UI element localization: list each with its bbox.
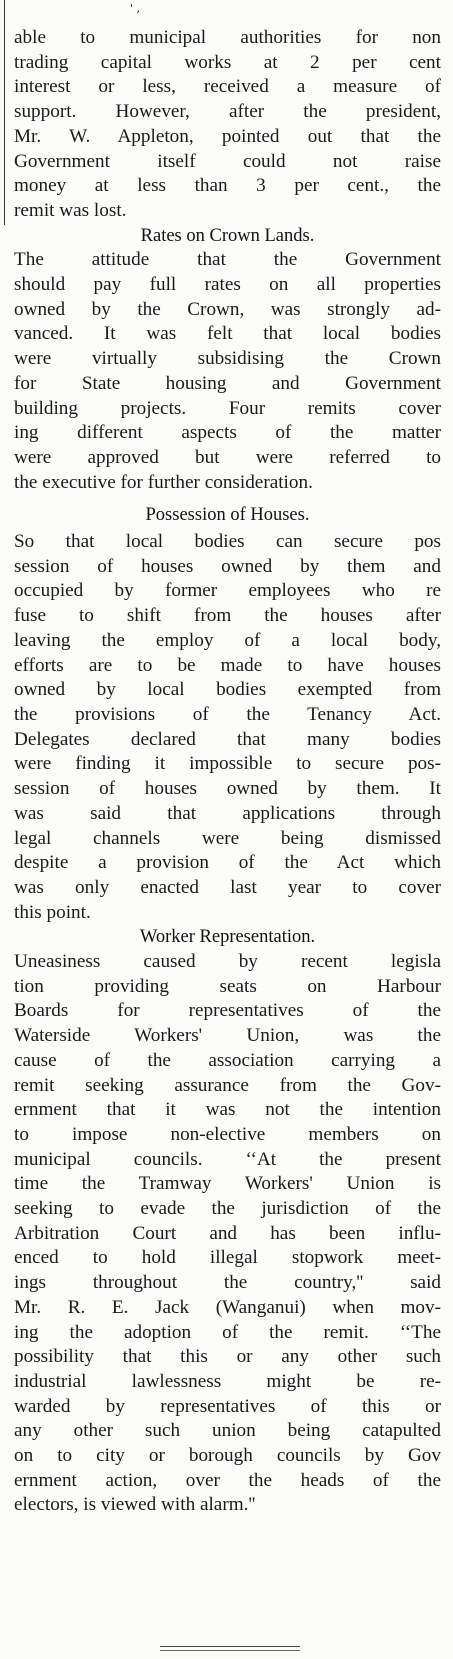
text-line: the executive for further consideration.: [14, 471, 313, 493]
text-line: remit was lost.: [14, 199, 127, 221]
heading-rates-crown-lands: Rates on Crown Lands.: [140, 225, 315, 246]
text-line: enced to hold illegal stopwork meet-: [14, 1247, 441, 1269]
text-line: Boards for representatives of the: [14, 1000, 441, 1022]
text-line: session of houses owned by them and: [14, 555, 441, 577]
text-line: Government itself could not raise: [14, 150, 441, 172]
text-line: ing different aspects of the matter: [14, 422, 441, 444]
text-line: fuse to shift from the houses after: [14, 605, 441, 627]
text-line: industrial lawlessness might be re-: [14, 1370, 441, 1392]
text-line: leaving the employ of a local body,: [14, 629, 441, 651]
paragraph-possession-houses: [14, 530, 441, 925]
text-line: time the Tramway Workers' Union is: [14, 1173, 441, 1195]
column-rule: [4, 0, 5, 225]
text-line: legal channels were being dismissed: [14, 827, 441, 849]
heading-possession-houses: Possession of Houses.: [145, 505, 310, 526]
text-line: able to municipal authorities for non: [14, 27, 441, 48]
text-line: Delegates declared that many bodies: [14, 728, 441, 750]
text-line: Uneasiness caused by recent legisla: [14, 951, 441, 973]
text-line: any other such union being catapulted: [14, 1420, 441, 1442]
text-line: occupied by former employees who re: [14, 580, 441, 602]
text-line: were finding it impossible to secure pos-: [14, 753, 441, 775]
text-line: despite a provision of the Act which: [14, 852, 441, 874]
text-line: municipal councils. ‘‘At the present: [14, 1148, 441, 1170]
text-line: So that local bodies can secure pos: [14, 531, 441, 553]
text-line: electors, is viewed with alarm.'': [14, 1494, 256, 1516]
text-line: session of houses owned by them. It: [14, 778, 441, 800]
bottom-rule-second: [160, 1650, 300, 1651]
text-line: the provisions of the Tenancy Act.: [14, 703, 441, 725]
text-line: for State housing and Government: [14, 372, 441, 394]
paragraph-rates-crown-lands: [14, 248, 441, 495]
paragraph-remit-interest: [14, 26, 441, 224]
text-line: on to city or borough councils by Gov: [14, 1445, 441, 1467]
text-line: interest or less, received a measure of: [14, 76, 441, 98]
text-line: this point.: [14, 901, 91, 923]
text-line: seeking to evade the jurisdiction of the: [14, 1198, 441, 1220]
article-column: [14, 26, 441, 1518]
text-line: Mr. W. Appleton, pointed out that the: [14, 125, 441, 147]
text-line: efforts are to be made to have houses: [14, 654, 441, 676]
text-line: warded by representatives of this or: [14, 1395, 441, 1417]
text-line: Waterside Workers' Union, was the: [14, 1025, 441, 1047]
text-line: ernment that it was not the intention: [14, 1099, 441, 1121]
text-line: building projects. Four remits cover: [14, 397, 441, 419]
text-line: cause of the association carrying a: [14, 1049, 441, 1071]
text-line: tion providing seats on Harbour: [14, 975, 441, 997]
text-line: remit seeking assurance from the Gov-: [14, 1074, 441, 1096]
bottom-rule: [160, 1646, 300, 1647]
text-line: The attitude that the Government: [14, 249, 441, 271]
text-line: was said that applications through: [14, 802, 441, 824]
paragraph-worker-representation: [14, 950, 441, 1518]
text-line: vanced. It was felt that local bodies: [14, 323, 441, 345]
heading-worker-representation: Worker Representation.: [139, 927, 316, 948]
text-line: ings throughout the country,'' said: [14, 1272, 441, 1294]
text-line: Mr. R. E. Jack (Wanganui) when mov-: [14, 1296, 441, 1318]
text-line: possibility that this or any other such: [14, 1346, 441, 1368]
text-line: should pay full rates on all properties: [14, 274, 441, 296]
text-line: was only enacted last year to cover: [14, 876, 441, 898]
top-marks: ' ,: [130, 2, 141, 15]
text-line: were approved but were referred to: [14, 446, 441, 468]
text-line: owned by local bodies exempted from: [14, 679, 441, 701]
text-line: Arbitration Court and has been influ-: [14, 1222, 441, 1244]
text-line: owned by the Crown, was strongly ad-: [14, 298, 441, 320]
text-line: money at less than 3 per cent., the: [14, 175, 441, 197]
text-line: ing the adoption of the remit. ‘‘The: [14, 1321, 441, 1343]
text-line: support. However, after the president,: [14, 101, 441, 123]
text-line: ernment action, over the heads of the: [14, 1469, 441, 1491]
text-line: trading capital works at 2 per cent: [14, 51, 441, 73]
text-line: to impose non-elective members on: [14, 1123, 441, 1145]
text-line: were virtually subsidising the Crown: [14, 348, 441, 370]
